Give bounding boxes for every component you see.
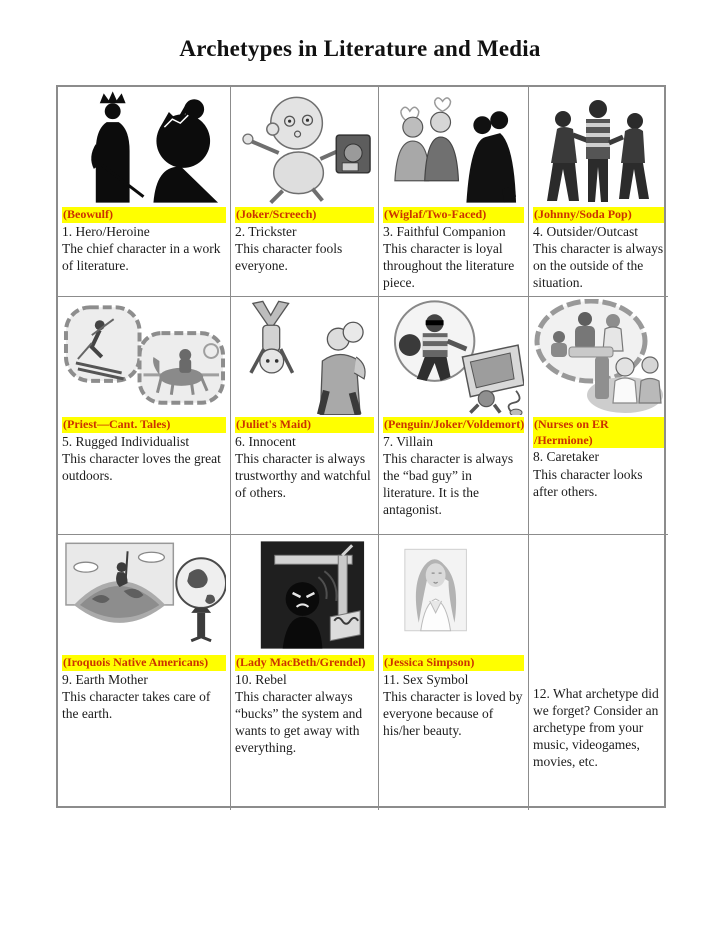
woman-photo [383, 537, 524, 655]
archetype-description: 12. What archetype did we forget? Consider an archetype from your music, videogames, movies, etc. [533, 686, 659, 769]
example-label: (Johnny/Soda Pop) [533, 207, 664, 223]
example-label: (Juliet's Maid) [235, 417, 374, 433]
cell-hero-heroine [58, 87, 231, 297]
cell-villain [379, 297, 529, 535]
archetype-name: 3. Faithful Companion [383, 223, 506, 239]
example-label: (Penguin/Joker/Voldemort) [384, 417, 525, 431]
example-label: (Nurses on ER /Hermione) [533, 417, 664, 448]
archetype-name: 2. Trickster [235, 223, 297, 239]
archetype-name: 1. Hero/Heroine [62, 223, 150, 239]
archetype-description: This character is loved by everyone because of his/her beauty. [383, 689, 523, 739]
archetype-description: This character fools everyone. [235, 241, 343, 274]
three-men-confrontation-clipart [533, 89, 664, 207]
cell-rebel [231, 535, 379, 810]
archetype-name: 7. Villain [383, 433, 433, 449]
example-label: (Jessica Simpson) [383, 655, 524, 671]
nurses-tending-patient-clipart [533, 299, 664, 417]
king-and-queen-silhouettes-clipart [62, 89, 226, 207]
archetype-description: This character loves the great outdoors. [62, 451, 221, 484]
burglar-and-computer-thief-clipart [383, 299, 524, 417]
people-with-globes-clipart [62, 537, 226, 655]
cell-faithful-companion [379, 87, 529, 297]
archetype-name: 11. Sex Symbol [383, 671, 469, 687]
cell-earth-mother [58, 535, 231, 810]
cell-what-did-we-forget [529, 535, 668, 810]
archetype-description: This character takes care of the earth. [62, 689, 211, 722]
archetype-description: This character looks after others. [533, 467, 643, 500]
archetype-description: This character is always trustworthy and watchful of others. [235, 451, 371, 501]
archetype-description: This character always “bucks” the system and wants to get away with everything. [235, 689, 363, 756]
archetype-description: This character is always the “bad guy” in literature. It is the antagonist. [383, 451, 514, 518]
empty-image-area [533, 537, 664, 655]
two-couples-clipart [383, 89, 524, 207]
cell-sex-symbol [379, 535, 529, 810]
archetype-name: 8. Caretaker [533, 449, 599, 465]
archetype-description: This character is loyal throughout the literature piece. [383, 241, 515, 291]
archetype-description: The chief character in a work of literature. [62, 241, 221, 274]
cell-trickster [231, 87, 379, 297]
page-title: Archetypes in Literature and Media [179, 36, 541, 61]
archetype-name: 9. Earth Mother [62, 671, 148, 687]
cell-outsider-outcast [529, 87, 668, 297]
cell-caretaker [529, 297, 668, 535]
example-label: (Priest—Cant. Tales) [62, 417, 226, 433]
archetype-name: 6. Innocent [235, 433, 296, 449]
figure-escaping-window-clipart [235, 537, 374, 655]
example-label: (Lady MacBeth/Grendel) [235, 655, 374, 671]
archetype-description: This character is always on the outside of the situation. [533, 241, 664, 291]
example-label: (Iroquois Native Americans) [62, 655, 226, 671]
baby-with-disk-clipart [235, 89, 374, 207]
archetype-name: 4. Outsider/Outcast [533, 223, 638, 239]
example-label: (Beowulf) [62, 207, 226, 223]
archetype-name: 5. Rugged Individualist [62, 433, 190, 449]
cell-rugged-individualist [58, 297, 231, 535]
handstand-and-piggyback-children-clipart [235, 299, 374, 417]
example-label: (Joker/Screech) [235, 207, 374, 223]
archetype-name: 10. Rebel [235, 671, 287, 687]
example-label: (Wiglaf/Two-Faced) [383, 207, 524, 223]
archetypes-table [56, 85, 666, 808]
skier-and-horseback-rider-clipart [62, 299, 226, 417]
cell-innocent [231, 297, 379, 535]
